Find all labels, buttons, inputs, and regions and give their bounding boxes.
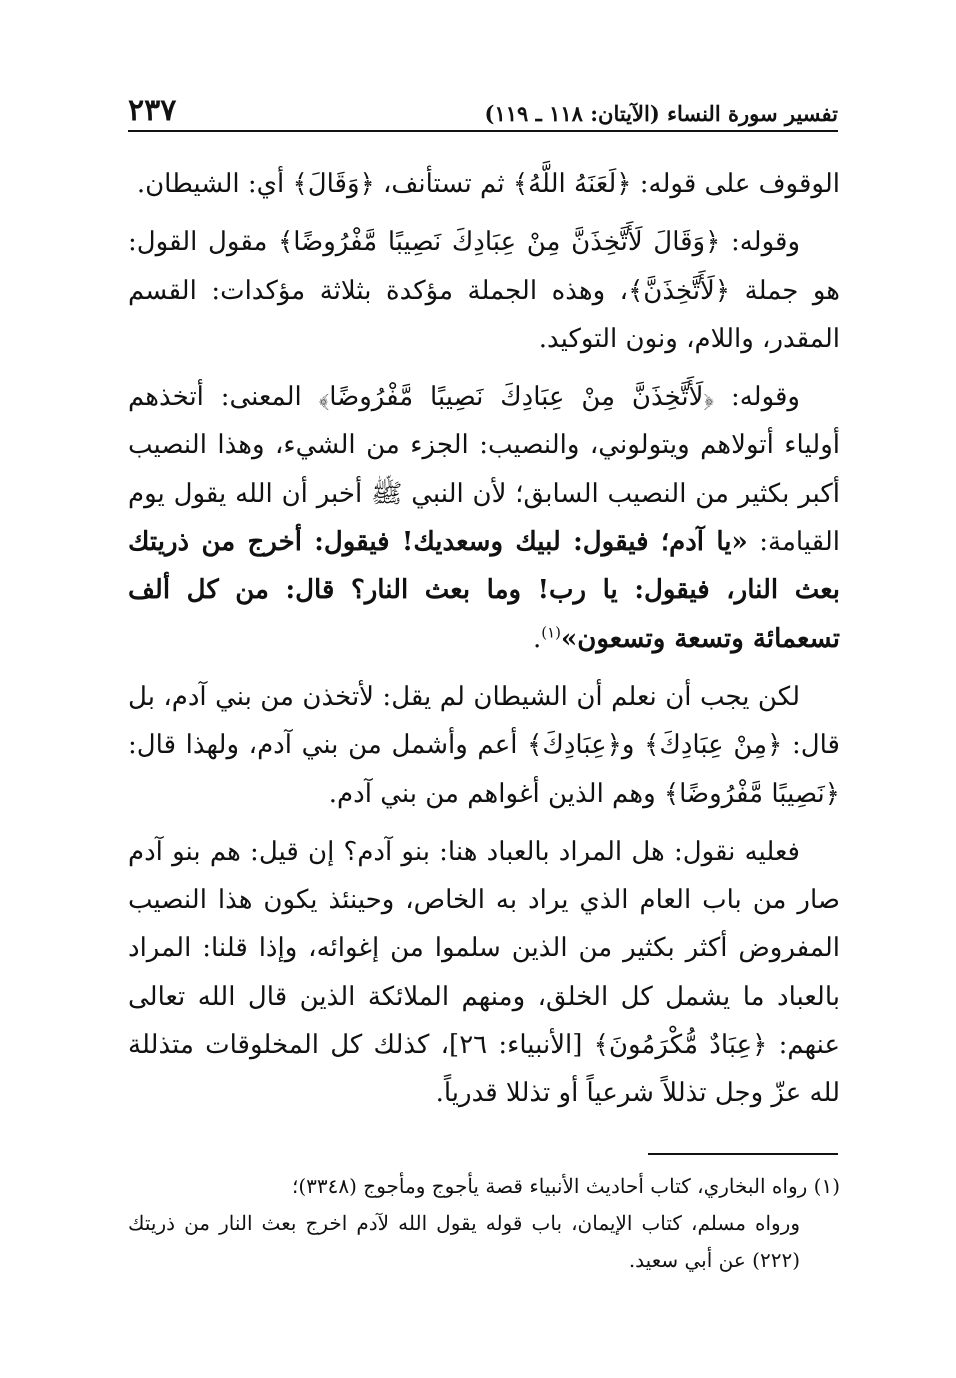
running-title: تفسير سورة النساء (الآيتان: ١١٨ ـ ١١٩) [484,101,838,126]
text-segment: وقوله: [720,227,800,258]
footnotes [128,1168,840,1279]
hadith-quote: «يا آدم؛ فيقول: لبيك وسعديك! فيقول: أخرج من ذريتك بعث النار، فيقول: يا رب! وما بعث النار؟ قال: من كل ألف تسعمائة وتسعة وتسعون» [128,527,840,654]
page-number: ٢٣٧ [128,93,177,128]
text-segment: لكن يجب أن نعلم أن الشيطان لم يقل: لأتخذن من بني آدم، بل قال: [128,681,840,761]
text-segment: . [532,623,542,654]
page-header [128,86,838,132]
quran-quote: ﴿لَأَتَّخِذَنَّ مِنْ عِبَادِكَ نَصِيبًا مَّفْرُوضًا﴾ [318,382,715,413]
footnote-marker: (١) [541,623,562,642]
text-segment: ثم تستأنف، [374,169,513,199]
footnote-separator [648,1153,838,1155]
text-segment: [الأنبياء: ٢٦]، كذلك كل المخلوقات متذللة لله عزّ وجل تذللاً شرعياً أو تذللا قدرياً. [128,1030,840,1109]
text-segment: المعنى: أتخذهم أولياء أتولاهم ويتولوني، والنصيب: الجزء من الشيء، وهذا النصيب أكبر بكثير من النصيب السابق؛ لأن النبي ﷺ أخبر أن الله يقول يوم القيامة: [128,382,840,558]
text-segment: وقوله: [714,382,800,413]
quran-quote: ﴿نَصِيبًا مَّفْرُوضًا﴾ [663,778,840,809]
footnote: (١) رواه البخاري، كتاب أحاديث الأنبياء قصة يأجوج ومأجوج (٣٣٤٨)؛ [292,1174,840,1198]
text-segment: أعم وأشمل من بني آدم، ولهذا قال: [128,730,528,761]
text-segment: وهم الذين أغواهم من بني آدم. [328,778,664,809]
footnote: ورواه مسلم، كتاب الإيمان، باب قوله يقول الله لآدم اخرج بعث النار من ذريتك (٢٢٢) عن أبي سعيد. [128,1211,801,1272]
main-text [128,160,840,1128]
text-segment: الوقوف على قوله: [631,169,840,199]
quran-quote: ﴿وَقَالَ﴾ [292,169,375,199]
text-segment: فعليه نقول: هل المراد بالعباد هنا: بنو آدم؟ إن قيل: هم بنو آدم صار من باب العام الذي يراد به الخاص، وحينئذ يكون هذا النصيب المفروض أكثر بكثير من الذين سلموا من إغوائه، وإذا قلنا: المراد بالعباد ما يشمل كل الخلق، ومنهم الملائكة الذين قال الله تعالى عنهم: [128,836,841,1061]
paragraph [128,828,840,1118]
text-segment: ، وهذه الجملة مؤكدة بثلاثة مؤكدات: القسم المقدر، واللام، ونون التوكيد. [128,275,840,354]
paragraph [128,673,840,818]
quran-quote: ﴿لَأَتَّخِذَنَّ﴾ [628,275,731,306]
paragraph [128,218,840,363]
quran-quote: ﴿لَعَنَهُ اللَّهُ﴾ [512,169,632,199]
quran-quote: ﴿عِبَادِكَ﴾ [527,730,622,761]
quran-quote: ﴿عِبَادٌ مُّكْرَمُونَ﴾ [593,1030,768,1061]
text-segment: و [621,730,645,761]
text-segment: أي: الشيطان. [136,169,293,199]
text-segment: مقول القول: هو جملة [128,227,840,306]
paragraph [128,160,840,208]
quran-quote: ﴿مِنْ عِبَادِكَ﴾ [644,730,783,761]
paragraph [128,373,840,663]
quran-quote: ﴿وَقَالَ لَأَتَّخِذَنَّ مِنْ عِبَادِكَ نَصِيبًا مَّفْرُوضًا﴾ [278,227,721,258]
